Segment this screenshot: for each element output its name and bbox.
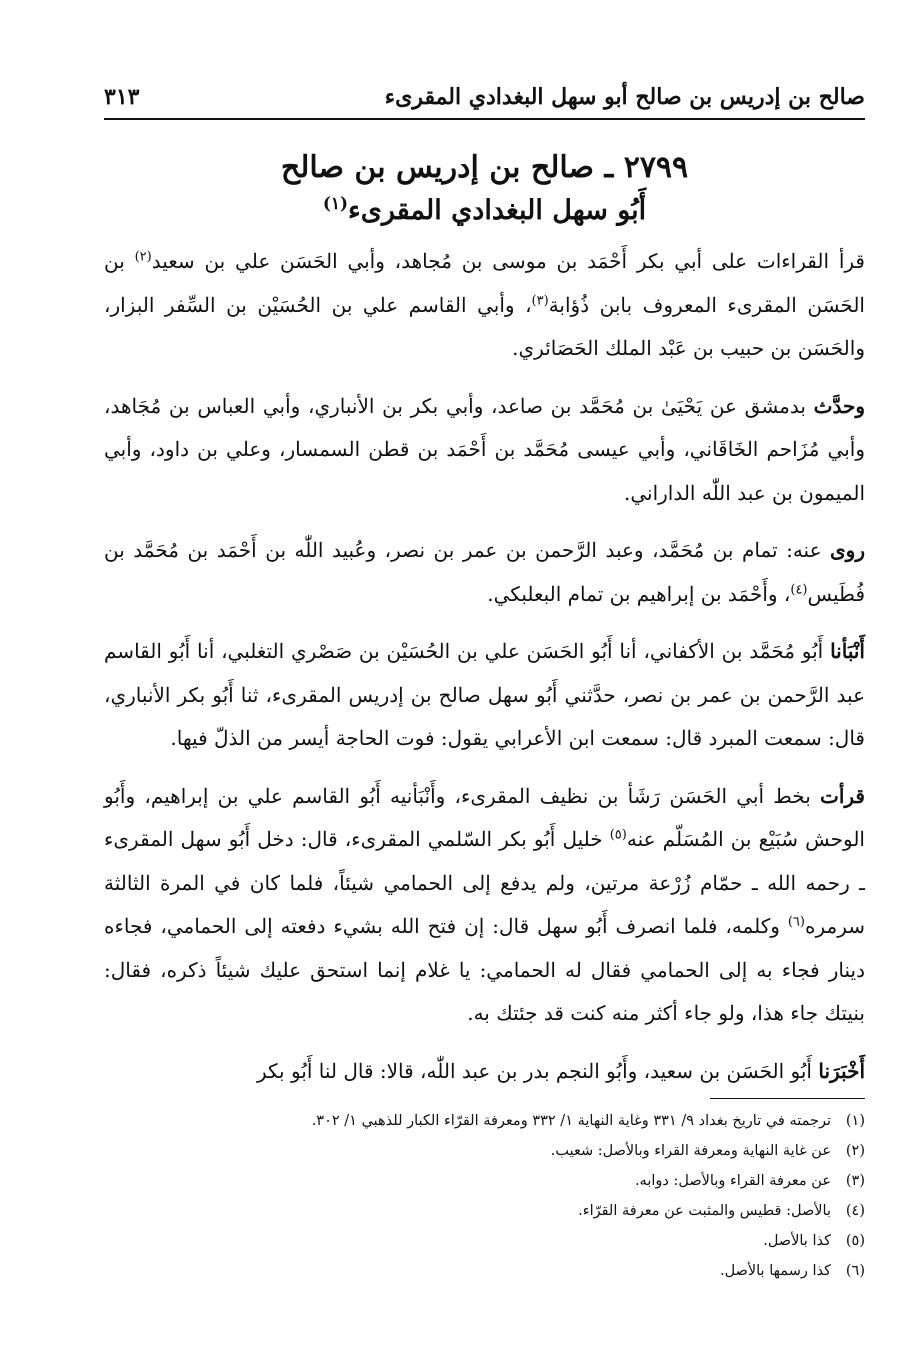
paragraph-report-akhbarana	[104, 1050, 865, 1094]
text-segment: عنه: تمام بن مُحَمَّد، وعبد الرَّحمن بن عمر بن نصر، وعُبيد اللّٰه بن أَحْمَد بن مُحَمَّد بن فُطَيس	[104, 538, 865, 606]
footnote-number: (١)	[845, 1113, 865, 1129]
footnote-text: كذا رسمها بالأصل.	[719, 1263, 831, 1279]
text-segment: بن الحَسَن المقرىء المعروف بابن ذُؤابة	[104, 249, 865, 317]
footnote	[104, 1136, 865, 1166]
text-segment: أَبُو مُحَمَّد بن الأكفاني، أنا أَبُو الحَسَن علي بن الحُسَيْن بن صَصْري التغلبي، أنا أَبُو القاسم عبد الرَّحمن بن عمر بن نصر، حدَّثني أَبُو سهل صالح بن إدريس المقرىء، ثنا أَبُو بكر الأنباري، قال: سمعت المبرد قال: سمعت ابن الأعرابي يقول: فوت الحاجة أيسر من الذلّ فيها.	[104, 639, 865, 750]
footnote-number: (٦)	[845, 1263, 865, 1279]
footnote-text: عن غاية النهاية ومعرفة القراء وبالأصل: شعيب.	[550, 1143, 831, 1159]
text-segment: ، وأبي القاسم علي بن الحُسَيْن بن السِّفر البزار، والحَسَن بن حبيب بن عَبْد الملك الحَصَائري.	[104, 292, 865, 360]
footnote-number: (٤)	[845, 1203, 865, 1219]
page-number: ٣١٣	[104, 84, 140, 110]
footnote-text: ترجمته في تاريخ بغداد ٩/ ٣٣١ وغاية النهاية ١/ ٣٣٢ ومعرفة القرّاء الكبار للذهبي ١/ ٣٠٢.	[311, 1113, 831, 1129]
footnote-text: كذا بالأصل.	[763, 1233, 831, 1249]
running-head	[104, 78, 865, 120]
footnote-ref: (٢)	[134, 249, 152, 265]
paragraph-lead-word: أَخْبَرَنا	[818, 1058, 865, 1083]
body-text	[104, 240, 865, 1107]
paragraph-lead-word: قرأت	[820, 783, 865, 808]
paragraph-students	[104, 529, 865, 616]
footnote	[104, 1226, 865, 1256]
footnote-ref: (٣)	[531, 292, 549, 308]
paragraph-readings	[104, 240, 865, 371]
text-segment: ، وأَحْمَد بن إبراهيم بن تمام البعلبكي.	[487, 581, 791, 606]
text-segment: وكلمه، فلما انصرف أَبُو سهل قال: إن فتح الله بشيء دفعته إلى الحمامي، فجاءه دينار فجاء به إلى الحمامي فقال له الحمامي: يا غلام إنما استحق عليك شيئاً ذكره، فقال: بنيتك جاء هذا، ولو جاء أكثر منه كنت قد جئتك به.	[104, 914, 865, 1025]
footnote-number: (٣)	[845, 1173, 865, 1189]
footnote	[104, 1106, 865, 1136]
entry-subtitle	[104, 191, 865, 231]
paragraph-report-qaraat	[104, 775, 865, 1036]
footnote	[104, 1256, 865, 1286]
entry-title: ٢٧٩٩ ـ صالح بن إدريس بن صالح	[280, 150, 689, 185]
footnote-ref: (٥)	[609, 827, 627, 843]
footnote-ref: (٦)	[787, 914, 805, 930]
footnote	[104, 1166, 865, 1196]
paragraph-lead-word: وحدَّث	[813, 393, 865, 418]
paragraph-lead-word: أَنْبَأنا	[830, 639, 865, 663]
paragraph-narrated	[104, 385, 865, 516]
text-segment: بخط أبي الحَسَن رَشَأ بن نظيف المقرىء، وأَنْبَأنيه أَبُو القاسم علي بن إبراهيم، وأَبُو الوحش سُبَيْع بن المُسَلّم عنه	[104, 783, 865, 851]
text-segment: بدمشق عن يَحْيَىٰ بن مُحَمَّد بن صاعد، وأبي بكر بن الأنباري، وأبي العباس بن مُجَاهد، وأبي مُزَاحم الخَاقَاني، وأبي عيسى مُحَمَّد بن أَحْمَد بن قطن السمسار، وعلي بن داود، وأبي الميمون بن عبد اللّٰه الداراني.	[104, 393, 865, 505]
running-title: صالح بن إدريس بن صالح أبو سهل البغدادي المقرىء	[384, 84, 865, 110]
paragraph-report-anbaana	[104, 630, 865, 761]
entry-heading	[104, 145, 865, 231]
footnote-ref: (٤)	[790, 581, 808, 597]
footnote-text: بالأصل: قطيس والمثبت عن معرفة القرّاء.	[578, 1203, 831, 1219]
footnote-ref: (١)	[322, 194, 349, 214]
footnote-separator	[710, 1098, 865, 1099]
footnotes	[104, 1106, 865, 1286]
entry-subtitle-text: أَبُو سهل البغدادي المقرىء	[348, 195, 647, 226]
text-segment: خليل أَبُو بكر السّلمي المقرىء، قال: دخل أَبُو سهل المقرىء ـ رحمه الله ـ حمّام زُرْعة مرتين، ولم يدفع إلى الحمامي شيئاً، فلما كان في المرة الثالثة سرمره	[104, 827, 865, 938]
text-segment: قرأ القراءات على أبي بكر أَحْمَد بن موسى بن مُجاهد، وأبي الحَسَن علي بن سعيد	[151, 249, 865, 273]
footnote-text: عن معرفة القراء وبالأصل: دوابه.	[634, 1173, 831, 1189]
footnote	[104, 1196, 865, 1226]
text-segment: أَبُو الحَسَن بن سعيد، وأَبُو النجم بدر بن عبد اللّٰه، قالا: قال لنا أَبُو بكر	[256, 1058, 819, 1083]
paragraph-lead-word: روى	[830, 538, 865, 562]
footnote-number: (٥)	[845, 1233, 865, 1249]
footnote-number: (٢)	[845, 1143, 865, 1159]
